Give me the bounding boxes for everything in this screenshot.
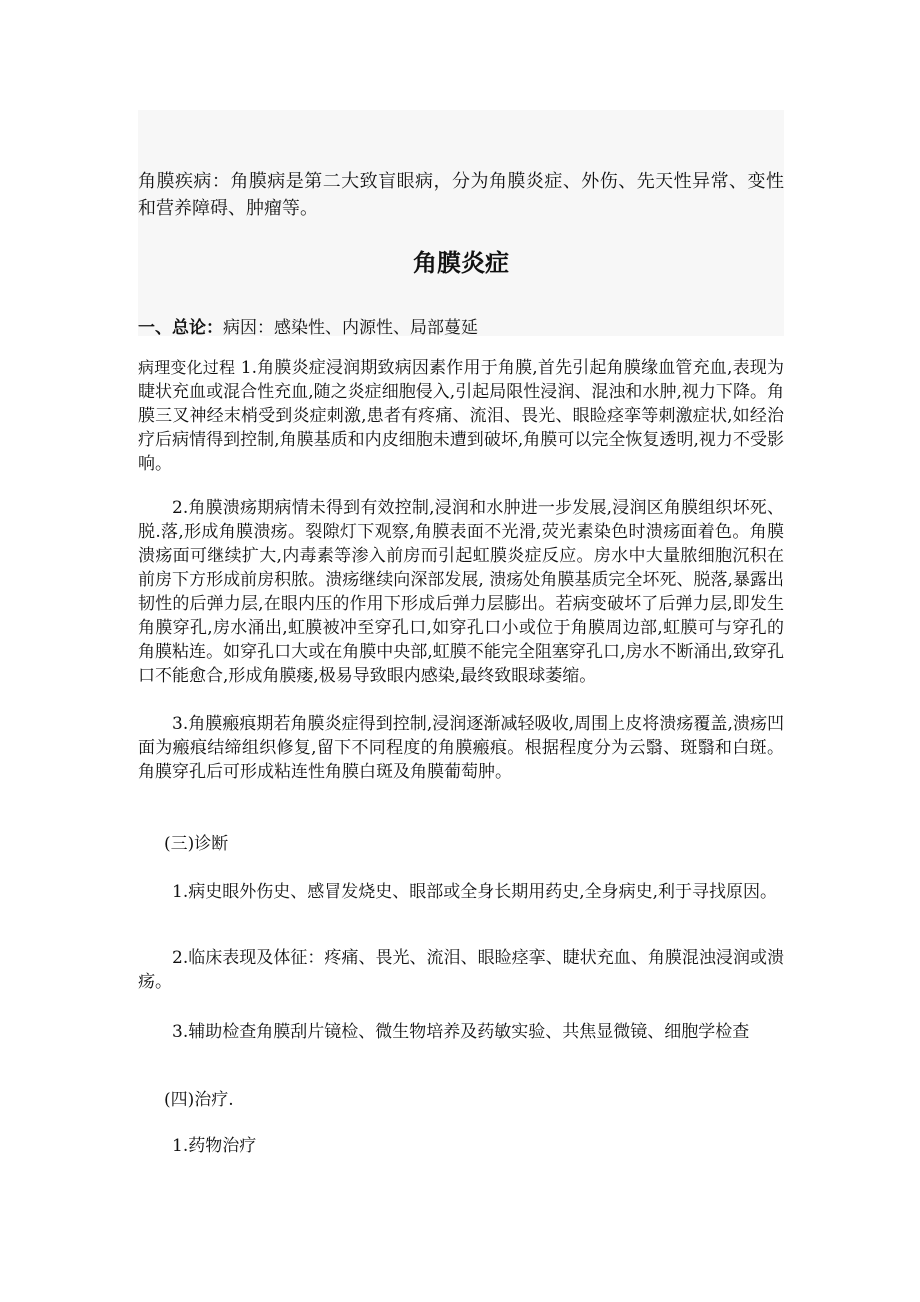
pathology-paragraph-2: 2.角膜溃疡期病情未得到有效控制,浸润和水肿进一步发展,浸润区角膜组织坏死、脱.落,形成角膜溃疡。裂隙灯下观察,角膜表面不光滑,荧光素染色时溃疡面着色。角膜溃疡面可继续扩大,内毒素等渗入前房而引起虹膜炎症反应。房水中大量脓细胞沉积在前房下方形成前房积脓。溃疡继续向深部发展, 溃疡处角膜基质完全坏死、脱落,暴露出韧性的后弹力层,在眼内压的作用下形成后弹力层膨出。若病变破坏了后弹力层,即发生角膜穿孔,房水涌出,虹膜被冲至穿孔口,如穿孔口小或位于角膜周边部,虹膜可与穿孔的角膜粘连。如穿孔口大或在角膜中央部,虹膜不能完全阻塞穿孔口,房水不断涌出,致穿孔口不能愈合,形成角膜瘘,极易导致眼内感染,最终致眼球萎缩。 [138,498,784,686]
page-title: 角膜炎症 [413,249,509,277]
pathology-paragraph-3: 3.角膜瘢痕期若角膜炎症得到控制,浸润逐渐减轻吸收,周围上皮将溃疡覆盖,溃疡凹面为瘢痕结缔组织修复,留下不同程度的角膜瘢痕。根据程度分为云翳、斑翳和白斑。角膜穿孔后可形成粘连性角膜白斑及角膜葡萄肿。 [138,714,784,782]
diagnosis-item-2: 2.临床表现及体征：疼痛、畏光、流泪、眼睑痉挛、睫状充血、角膜混浊浸润或溃疡。 [138,948,784,992]
pathology-text-1: 1.角膜炎症浸润期致病因素作用于角膜,首先引起角膜缘血管充血,表现为睫状充血或混合性充血,随之炎症细胞侵入,引起局限性浸润、混浊和水肿,视力下降。角膜三叉神经末梢受到炎症刺激,患者有疼痛、流泪、畏光、眼睑痉挛等刺激症状,如经治疗后病情得到控制,角膜基质和内皮细胞未遭到破坏,角膜可以完全恢复透明,视力不受影响。 [138,358,784,474]
diagnosis-item-1: 1.病史眼外伤史、感冒发烧史、眼部或全身长期用药史,全身病史,利于寻找原因。 [172,882,778,902]
pathology-lead: 病理变化过程 [138,358,236,377]
pathology-paragraph-1 [138,356,784,476]
diagnosis-heading: (三)诊断 [164,834,229,854]
treatment-item-1: 1.药物治疗 [172,1136,257,1156]
diagnosis-item-3: 3.辅助检查角膜刮片镜检、微生物培养及药敏实验、共焦显微镜、细胞学检查 [172,1022,750,1042]
section-general-text: 病因：感染性、内源性、局部蔓延 [223,318,478,338]
section-general [138,316,784,340]
intro-paragraph: 角膜疾病：角膜病是第二大致盲眼病，分为角膜炎症、外伤、先天性异常、变性和营养障碍、肿瘤等。 [138,171,784,219]
treatment-heading: (四)治疗. [164,1090,234,1110]
section-general-heading: 一、总论： [138,318,223,338]
header-shaded-band [138,110,784,336]
